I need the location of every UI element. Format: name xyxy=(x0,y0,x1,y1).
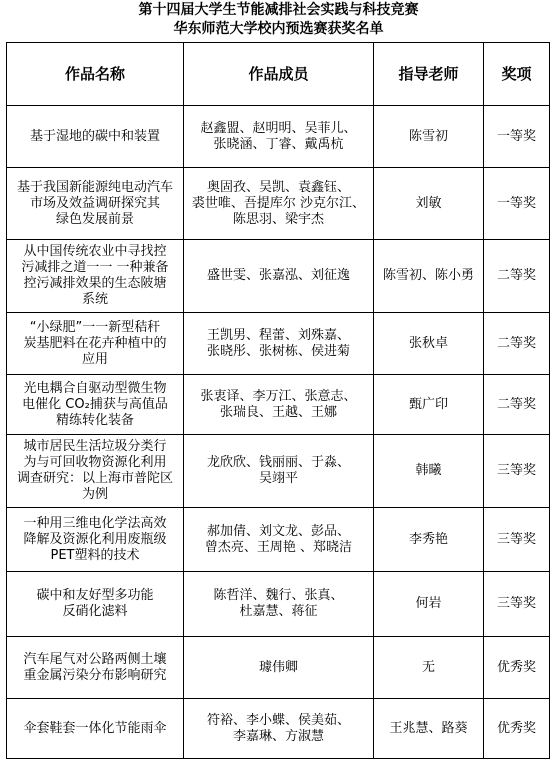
work-advisor: 甄广印 xyxy=(374,375,484,435)
work-advisor: 陈雪初、陈小勇 xyxy=(374,240,484,313)
work-title: 光电耦合自驱动型微生物 电催化 CO₂捕获与高值品 精练转化装备 xyxy=(7,375,184,435)
work-members: 郝加倩、刘文龙、彭品、 曾杰亮、王周艳 、郑晓洁 xyxy=(184,508,374,572)
table-row xyxy=(7,313,550,375)
work-members: 符裕、李小蝶、侯美茹、 李嘉琳、方淑慧 xyxy=(184,699,374,759)
table-header-row xyxy=(7,43,550,106)
work-title: 基于湿地的碳中和装置 xyxy=(7,106,184,168)
document-title: 第十四届大学生节能减排社会实践与科技竞赛 xyxy=(138,2,419,18)
work-award: 三等奖 xyxy=(484,572,550,637)
work-award: 优秀奖 xyxy=(484,699,550,759)
work-award: 二等奖 xyxy=(484,375,550,435)
table-row xyxy=(7,637,550,699)
work-award: 三等奖 xyxy=(484,435,550,508)
work-title: 基于我国新能源纯电动汽车 市场及效益调研探究其 绿色发展前景 xyxy=(7,168,184,240)
work-members: 王凯男、程蕾、刘殊嘉、 张晓彤、张树栋、侯进菊 xyxy=(184,313,374,375)
header-advisor: 指导老师 xyxy=(374,43,484,106)
work-members: 龙欣欣、钱丽丽、于淼、 吴翊平 xyxy=(184,435,374,508)
document-subtitle: 华东师范大学校内预选赛获奖名单 xyxy=(173,21,384,37)
work-members: 陈哲洋、魏行、张真、 杜嘉慧、蒋征 xyxy=(184,572,374,637)
work-advisor: 刘敏 xyxy=(374,168,484,240)
work-advisor: 何岩 xyxy=(374,572,484,637)
work-members: 张衷译、李万江、张意志、 张瑞良、王越、王娜 xyxy=(184,375,374,435)
table-row xyxy=(7,699,550,759)
work-award: 二等奖 xyxy=(484,240,550,313)
header-work: 作品名称 xyxy=(7,43,184,106)
work-members: 赵鑫盟、赵明明、吴菲儿、 张晓涵、丁睿、戴禹杭 xyxy=(184,106,374,168)
work-title: 从中国传统农业中寻找控 污减排之道一一 一种兼备 控污减排效果的生态陂塘 系统 xyxy=(7,240,184,313)
work-members: 奥固孜、吴凯、袁鑫钰、 裘世唯、吾提库尔 沙克尔江、 陈思羽、梁宇杰 xyxy=(184,168,374,240)
work-advisor: 张秋卓 xyxy=(374,313,484,375)
work-title: 伞套鞋套一体化节能雨伞 xyxy=(7,699,184,759)
table-row xyxy=(7,240,550,313)
work-members: 璩伟卿 xyxy=(184,637,374,699)
header-members: 作品成员 xyxy=(184,43,374,106)
work-title: “小绿肥”一一新型秸秆 炭基肥料在花卉种植中的 应用 xyxy=(7,313,184,375)
work-advisor: 陈雪初 xyxy=(374,106,484,168)
awards-table xyxy=(6,42,550,759)
table-row xyxy=(7,435,550,508)
work-advisor: 王兆慧、路葵 xyxy=(374,699,484,759)
header-award: 奖项 xyxy=(484,43,550,106)
work-award: 二等奖 xyxy=(484,313,550,375)
table-row xyxy=(7,106,550,168)
table-row xyxy=(7,572,550,637)
work-title: 汽车尾气对公路两侧土壤 重金属污染分布影响研究 xyxy=(7,637,184,699)
work-advisor: 李秀艳 xyxy=(374,508,484,572)
table-row xyxy=(7,508,550,572)
work-award: 一等奖 xyxy=(484,106,550,168)
work-award: 三等奖 xyxy=(484,508,550,572)
work-title: 碳中和友好型多功能 反硝化滤料 xyxy=(7,572,184,637)
work-award: 优秀奖 xyxy=(484,637,550,699)
work-members: 盛世雯、张嘉泓、刘征逸 xyxy=(184,240,374,313)
table-row xyxy=(7,168,550,240)
work-title: 城市居民生活垃圾分类行 为与可回收物资源化利用 调查研究：以上海市普陀区 为例 xyxy=(7,435,184,508)
work-advisor: 韩曦 xyxy=(374,435,484,508)
work-advisor: 无 xyxy=(374,637,484,699)
work-title: 一种用三维电化学法高效 降解及资源化利用废瓶级 PET塑料的技术 xyxy=(7,508,184,572)
table-row xyxy=(7,375,550,435)
work-award: 一等奖 xyxy=(484,168,550,240)
